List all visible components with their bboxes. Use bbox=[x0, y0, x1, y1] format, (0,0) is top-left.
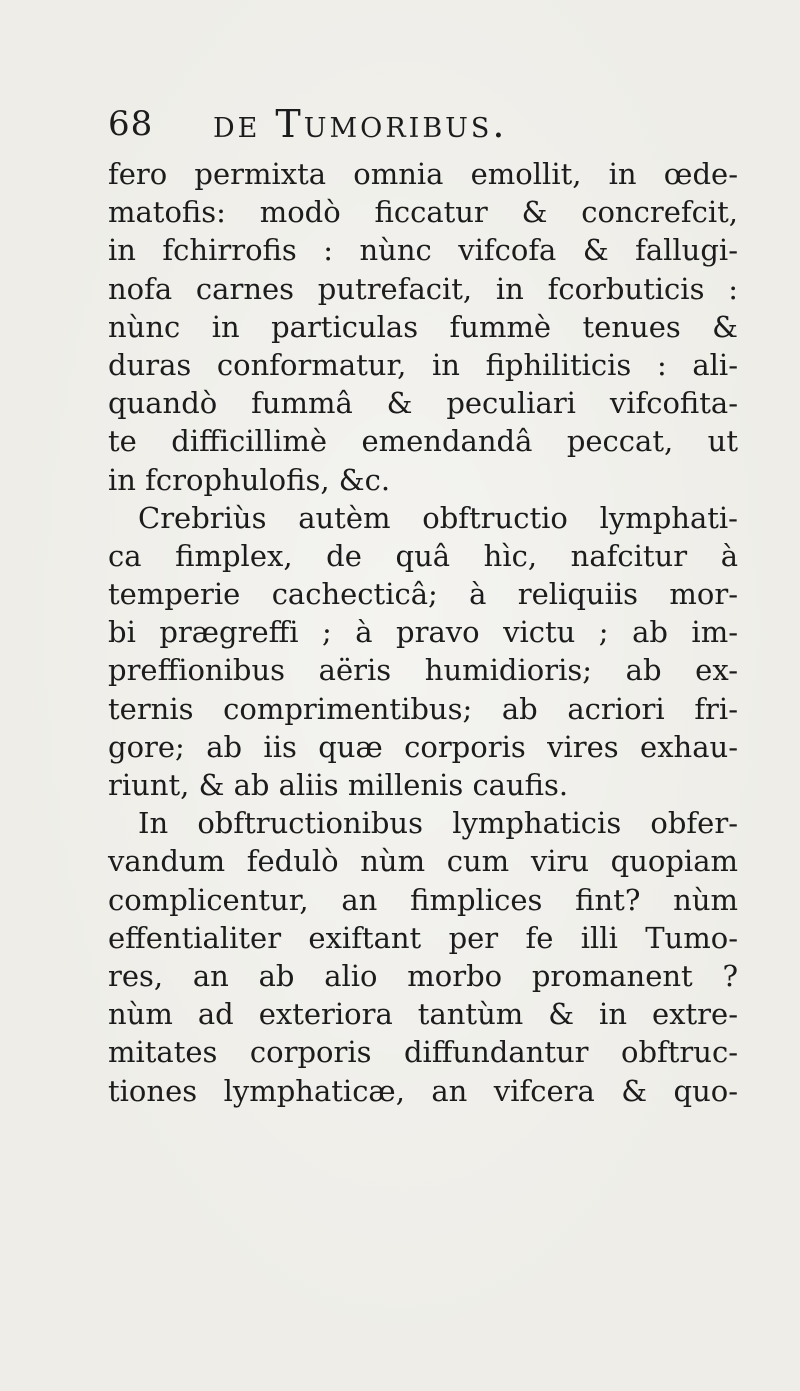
text-line: complicentur, an fimplices fint? nùm bbox=[108, 882, 738, 917]
running-head bbox=[108, 100, 748, 152]
page-number: 68 bbox=[108, 104, 154, 144]
text-line: mitates corporis diffundantur obftruc- bbox=[108, 1035, 738, 1070]
text-line: temperie cachecticâ; à reliquiis mor- bbox=[108, 577, 738, 612]
text-line: duras conformatur, in fiphiliticis : ali- bbox=[108, 347, 738, 382]
text-line: te difficillimè emendandâ peccat, ut bbox=[108, 424, 738, 459]
text-line: nofa carnes putrefacit, in fcorbuticis : bbox=[108, 271, 738, 306]
text-line: vandum fedulò nùm cum viru quopiam bbox=[108, 844, 738, 879]
text-line: quandò fummâ & peculiari vifcofita- bbox=[108, 386, 738, 421]
text-line: res, an ab alio morbo promanent ? bbox=[108, 958, 738, 993]
running-title: de Tumoribus. bbox=[213, 102, 508, 146]
text-line: bi prægreffi ; à pravo victu ; ab im- bbox=[108, 615, 738, 650]
paragraph-start-line: In obftructionibus lymphaticis obfer- bbox=[138, 806, 738, 841]
text-line: riunt, & ab aliis millenis caufis. bbox=[108, 768, 569, 802]
text-line: ca fimplex, de quâ hìc, nafcitur à bbox=[108, 538, 738, 573]
body-text bbox=[108, 155, 738, 1110]
text-line: nùnc in particulas fummè tenues & bbox=[108, 309, 738, 344]
text-line: ternis comprimentibus; ab acriori fri- bbox=[108, 691, 738, 726]
text-line: effentialiter exiftant per fe illi Tumo- bbox=[108, 920, 738, 955]
text-line: fero permixta omnia emollit, in œde- bbox=[108, 157, 738, 191]
text-line: matofis: modò ficcatur & concrefcit, bbox=[108, 195, 738, 230]
text-line: preffionibus aëris humidioris; ab ex- bbox=[108, 653, 738, 688]
paragraph-start-line: Crebriùs autèm obftructio lymphati- bbox=[138, 500, 738, 535]
text-line: tiones lymphaticæ, an vifcera & quo- bbox=[108, 1073, 738, 1108]
text-line: in fchirrofis : nùnc vifcofa & fallugi- bbox=[108, 233, 738, 268]
text-line: gore; ab iis quæ corporis vires exhau- bbox=[108, 729, 738, 764]
text-line: nùm ad exteriora tantùm & in extre- bbox=[108, 997, 738, 1032]
text-line: in fcrophulofis, &c. bbox=[108, 462, 391, 497]
